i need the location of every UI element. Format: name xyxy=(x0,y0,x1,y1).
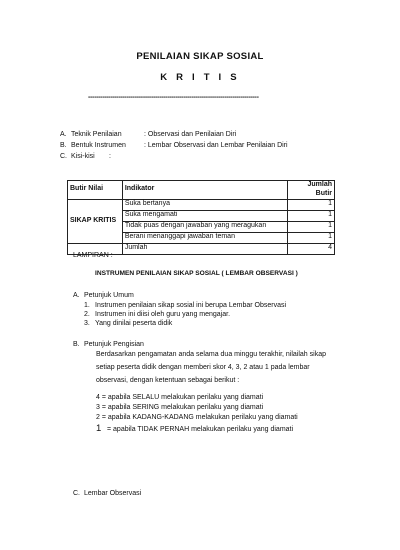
info-label: Teknik Penilaian xyxy=(71,131,122,138)
info-row-kisi xyxy=(60,153,111,162)
info-value: : xyxy=(109,153,111,160)
score-line: 3 = apabila SERING melakukan perilaku yang diamati xyxy=(96,404,264,411)
info-marker: B. xyxy=(60,142,67,149)
paragraph-line: observasi, dengan ketentuan sebagai berikut : xyxy=(96,377,240,384)
list-number: 2. xyxy=(84,311,90,318)
list-item xyxy=(84,311,230,320)
table-cell-jumlah: 1 xyxy=(288,221,335,232)
list-item xyxy=(84,302,286,311)
section-marker: C. xyxy=(73,490,80,497)
info-row-bentuk xyxy=(60,142,288,151)
kisi-kisi-table xyxy=(67,180,335,255)
score-line: 4 = apabila SELALU melakukan perilaku yang diamati xyxy=(96,394,264,401)
separator-line: ------------------------------------------------------------------------------------ xyxy=(88,94,259,101)
section-title: Lembar Observasi xyxy=(84,490,142,497)
info-value: : Lembar Observasi dan Lembar Penilaian Diri xyxy=(144,142,288,149)
petunjuk-pengisian-heading xyxy=(73,341,144,350)
page-subtitle: K R I T I S xyxy=(160,72,240,83)
section-title: Petunjuk Pengisian xyxy=(84,341,144,348)
info-marker: C. xyxy=(60,153,67,160)
table-header-jumlah: Jumlah Butir xyxy=(288,181,335,200)
table-header-indikator: Indikator xyxy=(122,181,287,200)
table-header-butir: Butir Nilai xyxy=(68,181,123,200)
table-header-row xyxy=(68,181,335,200)
list-item xyxy=(84,320,172,329)
info-row-teknik xyxy=(60,131,236,140)
score-line: 2 = apabila KADANG-KADANG melakukan perilaku yang diamati xyxy=(96,414,298,421)
paragraph-line: Berdasarkan pengamatan anda selama dua minggu terakhir, nilailah sikap xyxy=(96,351,326,358)
table-cell-indikator: Berani menanggapi jawaban teman xyxy=(122,232,287,243)
score-text: = apabila TIDAK PERNAH melakukan perilaku yang diamati xyxy=(107,426,294,433)
table-cell-indikator: Suka bertanya xyxy=(122,199,287,210)
list-text: Yang dinilai peserta didik xyxy=(95,320,173,327)
lampiran-heading: INSTRUMEN PENILAIAN SIKAP SOSIAL ( LEMBAR OBSERVASI ) xyxy=(95,270,298,277)
score-digit: 1 xyxy=(96,423,102,434)
list-text: Instrumen penilaian sikap sosial ini berupa Lembar Observasi xyxy=(95,302,287,309)
page-title: PENILAIAN SIKAP SOSIAL xyxy=(136,51,264,62)
table-row xyxy=(68,199,335,210)
info-label: Bentuk Instrumen xyxy=(71,142,126,149)
info-marker: A. xyxy=(60,131,67,138)
table-cell-indikator: Suka mengamati xyxy=(122,210,287,221)
table-group-label: SIKAP KRITIS xyxy=(68,199,123,243)
lembar-observasi-heading xyxy=(73,490,141,499)
list-number: 1. xyxy=(84,302,90,309)
score-line xyxy=(96,423,293,435)
lampiran-label: LAMPIRAN : xyxy=(73,252,113,259)
info-label: Kisi-kisi xyxy=(71,153,95,160)
petunjuk-umum-heading xyxy=(73,292,134,301)
table-total-label: Jumlah xyxy=(122,243,287,254)
table-cell-jumlah: 1 xyxy=(288,232,335,243)
info-value: : Observasi dan Penilaian Diri xyxy=(144,131,237,138)
section-title: Petunjuk Umum xyxy=(84,292,134,299)
paragraph-line: setiap peserta didik dengan memberi skor 4, 3, 2 atau 1 pada lembar xyxy=(96,364,310,371)
list-text: Instrumen ini diisi oleh guru yang mengajar. xyxy=(95,311,231,318)
section-marker: A. xyxy=(73,292,80,299)
list-number: 3. xyxy=(84,320,90,327)
table-cell-jumlah: 1 xyxy=(288,210,335,221)
section-marker: B. xyxy=(73,341,80,348)
table-total-value: 4 xyxy=(288,243,335,254)
table-cell-jumlah: 1 xyxy=(288,199,335,210)
table-cell-indikator: Tidak puas dengan jawaban yang meragukan xyxy=(122,221,287,232)
